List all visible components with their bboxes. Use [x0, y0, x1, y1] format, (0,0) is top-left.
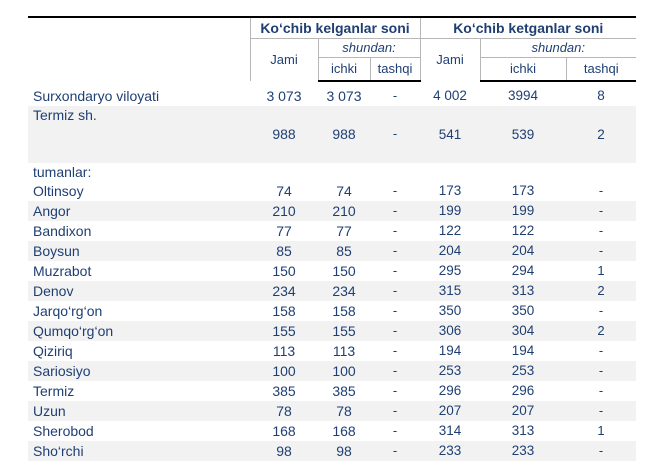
district-departed-total: 233: [420, 441, 480, 461]
district-arrived-internal: 150: [332, 262, 356, 279]
district-departed-external: -: [566, 401, 636, 421]
district-arrived-total: 385: [272, 382, 296, 399]
district-arrived-internal: 210: [318, 201, 370, 221]
district-row: [28, 381, 636, 401]
district-departed-external: -: [598, 342, 604, 358]
district-departed-total: 194: [438, 343, 462, 359]
district-departed-internal: 294: [511, 263, 535, 279]
district-name: Qumqo‘rg‘on: [28, 321, 250, 341]
district-name: Angor: [28, 201, 250, 221]
district-departed-external: -: [566, 201, 636, 221]
district-departed-internal: 304: [480, 321, 566, 341]
district-arrived-external: -: [392, 262, 398, 278]
region-departed-external: 8: [597, 88, 605, 104]
district-departed-external: -: [598, 382, 604, 398]
district-name: Termiz: [33, 382, 75, 399]
district-departed-external: -: [598, 302, 604, 318]
district-name: Jarqo‘rg‘on: [33, 302, 103, 319]
district-row: [28, 241, 636, 261]
district-arrived-total: 158: [272, 302, 296, 319]
district-arrived-external: -: [370, 401, 420, 421]
district-arrived-total: 77: [276, 222, 292, 239]
district-departed-internal: 204: [480, 241, 566, 261]
migration-table: [28, 16, 636, 461]
arrived-external-header: tashqi: [370, 58, 420, 82]
section-label: tumanlar:: [33, 163, 92, 180]
city-departed-total: 541: [420, 106, 480, 163]
city-arrived-internal: 988: [318, 106, 370, 163]
district-departed-total: 315: [420, 281, 480, 301]
district-departed-total: 295: [438, 263, 462, 279]
region-departed-internal: 3994: [507, 88, 539, 104]
district-name: Boysun: [28, 241, 250, 261]
district-arrived-total: 168: [272, 422, 296, 439]
district-departed-total: 350: [438, 303, 462, 319]
district-name: Sariosiyo: [28, 361, 250, 381]
district-arrived-total: 98: [250, 441, 318, 461]
district-arrived-internal: 77: [336, 222, 352, 239]
district-row: [28, 321, 636, 341]
district-arrived-internal: 98: [318, 441, 370, 461]
district-departed-external: -: [598, 222, 604, 238]
district-arrived-total: 74: [276, 182, 292, 199]
district-row: [28, 181, 636, 201]
district-row: [28, 281, 636, 301]
district-row: [28, 201, 636, 221]
district-departed-internal: 194: [511, 343, 535, 359]
district-name: Muzrabot: [33, 262, 92, 279]
district-departed-internal: 313: [480, 281, 566, 301]
district-arrived-external: -: [392, 222, 398, 238]
city-arrived-total: 988: [250, 106, 318, 163]
district-arrived-external: -: [370, 201, 420, 221]
header-name-cell: [28, 17, 250, 81]
district-row: [28, 341, 636, 361]
district-departed-total: 253: [420, 361, 480, 381]
region-arrived-external: -: [392, 87, 398, 103]
district-name: Sherobod: [33, 422, 94, 439]
city-departed-internal: 539: [480, 106, 566, 163]
district-arrived-total: 100: [250, 361, 318, 381]
arrived-group-header: Ko‘chib kelganlar soni: [250, 17, 420, 39]
district-arrived-total: 85: [250, 241, 318, 261]
district-arrived-total: 210: [250, 201, 318, 221]
district-departed-internal: 122: [511, 223, 535, 239]
district-row: [28, 441, 636, 461]
district-row: [28, 421, 636, 441]
arrived-of-which-header: shundan:: [318, 39, 420, 58]
district-arrived-total: 234: [250, 281, 318, 301]
district-arrived-internal: 113: [332, 342, 356, 359]
region-name: Surxondaryo viloyati: [33, 87, 160, 104]
district-name: Bandixon: [33, 222, 92, 239]
departed-external-header: tashqi: [566, 58, 636, 82]
district-arrived-internal: 158: [332, 302, 356, 319]
district-arrived-external: -: [392, 422, 398, 438]
region-arrived-internal: 3 073: [326, 87, 362, 104]
district-departed-total: 207: [420, 401, 480, 421]
arrived-total-header: Jami: [250, 39, 318, 82]
district-departed-internal: 350: [511, 303, 535, 319]
departed-group-header: Ko‘chib ketganlar soni: [420, 17, 636, 39]
district-arrived-external: -: [392, 302, 398, 318]
district-departed-internal: 207: [480, 401, 566, 421]
district-row: [28, 301, 636, 321]
district-arrived-external: -: [392, 342, 398, 358]
city-name: Termiz sh.: [28, 106, 250, 163]
district-departed-total: 122: [438, 223, 462, 239]
departed-internal-header: ichki: [480, 58, 566, 82]
district-departed-external: -: [566, 441, 636, 461]
district-departed-internal: 173: [511, 183, 535, 199]
district-arrived-internal: 234: [318, 281, 370, 301]
district-row: [28, 221, 636, 241]
region-arrived-total: 3 073: [266, 87, 302, 104]
district-departed-total: 306: [420, 321, 480, 341]
district-rows: [28, 181, 636, 461]
district-arrived-external: -: [392, 382, 398, 398]
city-arrived-external: -: [370, 106, 420, 163]
district-name: Uzun: [28, 401, 250, 421]
district-departed-external: -: [566, 241, 636, 261]
district-name: Sho‘rchi: [28, 441, 250, 461]
district-arrived-internal: 155: [318, 321, 370, 341]
district-arrived-total: 113: [272, 342, 296, 359]
district-arrived-total: 150: [272, 262, 296, 279]
region-departed-total: 4 002: [433, 88, 467, 104]
district-arrived-internal: 78: [318, 401, 370, 421]
district-departed-internal: 199: [480, 201, 566, 221]
district-arrived-internal: 100: [318, 361, 370, 381]
arrived-internal-header: ichki: [318, 58, 370, 82]
district-arrived-external: -: [370, 361, 420, 381]
district-arrived-external: -: [392, 182, 398, 198]
district-departed-total: 204: [420, 241, 480, 261]
district-name: Denov: [28, 281, 250, 301]
district-row: [28, 261, 636, 281]
section-label-row: [28, 163, 636, 181]
departed-of-which-header: shundan:: [480, 39, 636, 58]
district-departed-external: 2: [566, 281, 636, 301]
district-departed-total: 199: [420, 201, 480, 221]
district-departed-external: 2: [566, 321, 636, 341]
district-arrived-internal: 74: [336, 182, 352, 199]
district-arrived-external: -: [370, 281, 420, 301]
district-arrived-total: 78: [250, 401, 318, 421]
district-departed-internal: 313: [511, 423, 535, 439]
district-departed-external: -: [598, 182, 604, 198]
district-departed-internal: 296: [511, 383, 535, 399]
district-departed-internal: 233: [480, 441, 566, 461]
district-name: Oltinsoy: [33, 182, 84, 199]
district-departed-total: 314: [438, 423, 462, 439]
district-arrived-external: -: [370, 321, 420, 341]
district-departed-total: 296: [438, 383, 462, 399]
district-name: Qiziriq: [33, 342, 73, 359]
region-row: [28, 86, 636, 106]
district-row: [28, 401, 636, 421]
city-row: [28, 106, 636, 163]
district-departed-external: 1: [597, 262, 605, 278]
district-departed-internal: 253: [480, 361, 566, 381]
district-departed-total: 173: [438, 183, 462, 199]
district-arrived-internal: 168: [332, 422, 356, 439]
departed-total-header: Jami: [420, 39, 480, 82]
district-row: [28, 361, 636, 381]
district-departed-external: 1: [597, 422, 605, 438]
district-arrived-internal: 385: [332, 382, 356, 399]
district-arrived-external: -: [370, 241, 420, 261]
district-arrived-internal: 85: [318, 241, 370, 261]
city-departed-external: 2: [566, 106, 636, 163]
district-departed-external: -: [566, 361, 636, 381]
district-arrived-total: 155: [250, 321, 318, 341]
district-arrived-external: -: [370, 441, 420, 461]
